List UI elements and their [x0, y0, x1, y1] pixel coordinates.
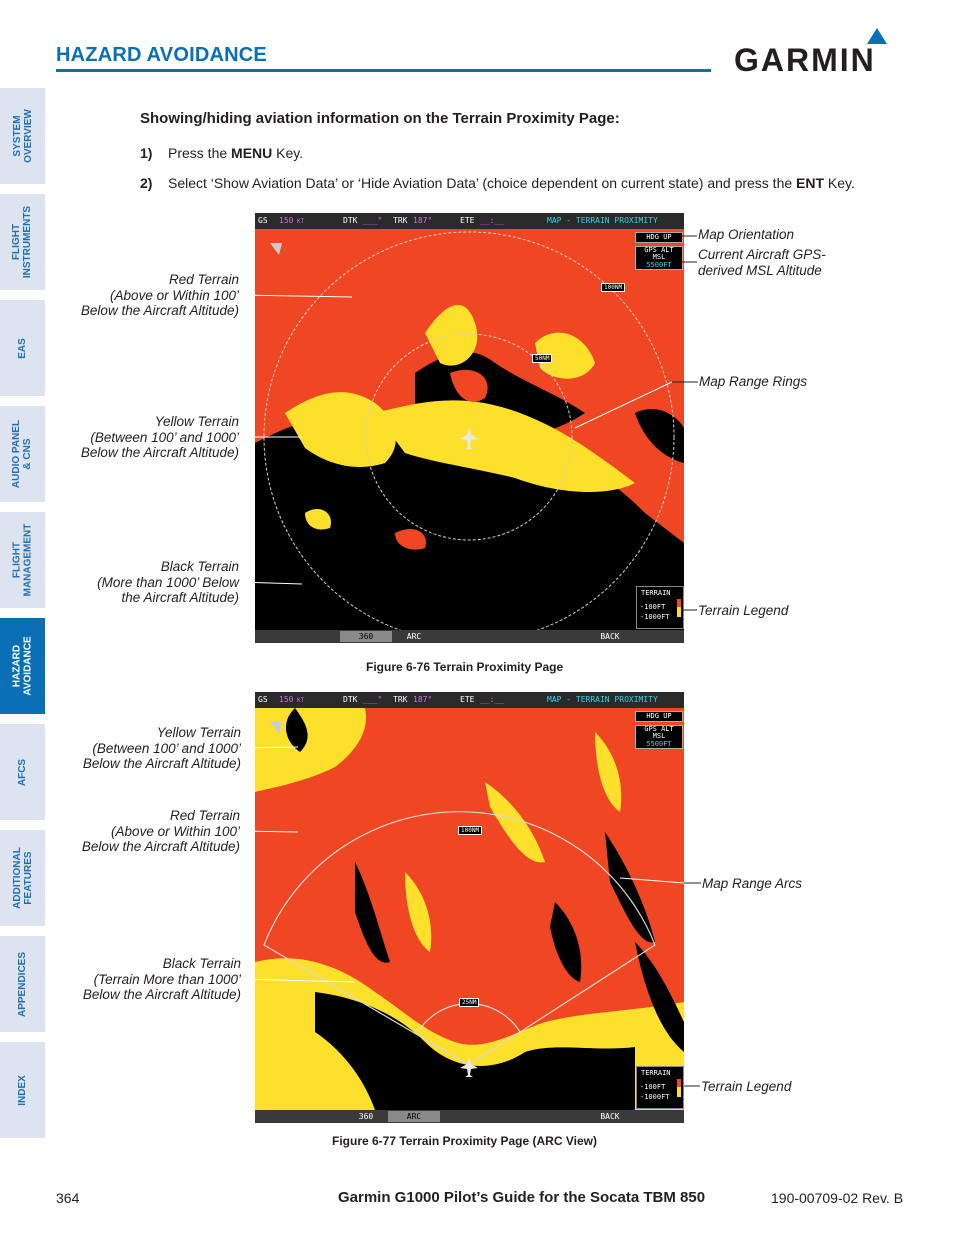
callout-gps-msl-altitude: Current Aircraft GPS- derived MSL Altitude [698, 247, 826, 278]
tab-label: SYSTEM OVERVIEW [11, 109, 34, 163]
gs-unit: KT [297, 218, 305, 225]
map-orientation: HDG UP [635, 232, 683, 243]
page-title: MAP - TERRAIN PROXIMITY [547, 695, 658, 704]
tab-label: HAZARD AVOIDANCE [11, 636, 34, 696]
gs-unit: KT [297, 697, 305, 704]
legend-title: TERRAIN [641, 589, 671, 597]
legend-title: TERRAIN [641, 1069, 671, 1077]
gps-msl-label: GPS ALT MSL [644, 725, 674, 740]
gps-msl-label: GPS ALT MSL [644, 246, 674, 261]
softkey-360[interactable]: 360 [340, 631, 392, 642]
legend-row-1000: -1000FT [640, 1093, 670, 1101]
dtk-label: DTK [343, 216, 358, 225]
gps-msl-value: 5500FT [646, 261, 672, 269]
legend-row-100: -100FT [640, 603, 666, 611]
ete-value: __:__ [480, 695, 505, 704]
tab-label: FLIGHT INSTRUMENTS [11, 205, 34, 279]
trk-value: 187° [413, 216, 433, 225]
section-title: HAZARD AVOIDANCE [56, 44, 267, 66]
tab-label: INDEX [17, 1074, 28, 1106]
tab-label: EAS [17, 337, 28, 359]
callout-red-terrain: Red Terrain (Above or Within 100’ Below the Aircraft Altitude) [81, 808, 240, 854]
tab-label: AFCS [16, 758, 28, 786]
figure-caption: Figure 6-77 Terrain Proximity Page (ARC View) [332, 1134, 597, 1148]
trk-value: 187° [413, 695, 433, 704]
dtk-value: ___° [363, 695, 383, 704]
dtk-label: DTK [343, 695, 358, 704]
callout-terrain-legend: Terrain Legend [698, 603, 789, 618]
callout-yellow-terrain: Yellow Terrain (Between 100’ and 1000’ Below the Aircraft Altitude) [82, 725, 241, 771]
ete-value: __:__ [480, 216, 505, 225]
tab-label: AUDIO PANEL & CNS [11, 419, 34, 489]
step-text: Press the [168, 145, 232, 161]
softkey-arc[interactable]: ARC [388, 1111, 440, 1122]
document-title: Garmin G1000 Pilot’s Guide for the Socata TBM 850 [338, 1189, 706, 1206]
callout-yellow-terrain: Yellow Terrain (Between 100’ and 1000’ Below the Aircraft Altitude) [80, 414, 239, 460]
key-name: MENU [231, 145, 273, 161]
procedure-title: Showing/hiding aviation information on the Terrain Proximity Page: [140, 110, 620, 127]
gps-msl-value: 5500FT [646, 740, 672, 748]
range-ring-label-inner: 50NM [532, 354, 552, 363]
legend-row-1000: -1000FT [640, 613, 670, 621]
step-number: 2) [140, 175, 153, 191]
gs-value: 150 [279, 216, 294, 225]
gs-value: 150 [279, 695, 294, 704]
step-number: 1) [140, 145, 153, 161]
key-name: ENT [796, 175, 825, 191]
softkey-arc[interactable]: ARC [406, 632, 422, 641]
range-ring-label-outer: 100NM [601, 283, 625, 292]
ete-label: ETE [460, 216, 475, 225]
callout-black-terrain: Black Terrain (More than 1000’ Below the Aircraft Altitude) [97, 559, 239, 605]
page-number: 364 [56, 1190, 80, 1206]
legend-row-100: -100FT [640, 1083, 666, 1091]
garmin-logo-text: GARMIN [734, 42, 876, 76]
gs-label: GS [258, 695, 268, 704]
trk-label: TRK [393, 695, 408, 704]
softkey-back[interactable]: BACK [600, 632, 620, 641]
callout-map-orientation: Map Orientation [698, 227, 795, 242]
dtk-value: ___° [363, 216, 383, 225]
tab-label: ADDITIONAL FEATURES [11, 847, 34, 909]
step-text: Key. [272, 145, 304, 161]
tab-label: APPENDICES [17, 951, 29, 1017]
map-orientation: HDG UP [635, 711, 683, 722]
ete-label: ETE [460, 695, 475, 704]
range-arc-label-outer: 100NM [458, 826, 482, 835]
document-revision: 190-00709-02 Rev. B [771, 1190, 904, 1206]
softkey-360[interactable]: 360 [358, 1112, 374, 1121]
callout-terrain-legend: Terrain Legend [701, 1079, 792, 1094]
step-text: Key. [824, 175, 855, 191]
softkey-back[interactable]: BACK [600, 1112, 620, 1121]
page-title: MAP - TERRAIN PROXIMITY [547, 216, 658, 225]
gs-label: GS [258, 216, 268, 225]
callout-map-range-rings: Map Range Rings [699, 374, 808, 389]
callout-map-range-arcs: Map Range Arcs [702, 876, 803, 891]
range-arc-label-inner: 25NM [459, 998, 479, 1007]
callout-black-terrain: Black Terrain (Terrain More than 1000’ Below the Aircraft Altitude) [82, 956, 241, 1002]
tab-label: FLIGHT MANAGEMENT [11, 523, 34, 597]
step-text: Select ‘Show Aviation Data’ or ‘Hide Aviation Data’ (choice dependent on current state) and press the [168, 175, 797, 191]
trk-label: TRK [393, 216, 408, 225]
figure-caption: Figure 6-76 Terrain Proximity Page [366, 660, 564, 674]
callout-red-terrain: Red Terrain (Above or Within 100’ Below the Aircraft Altitude) [80, 272, 239, 318]
